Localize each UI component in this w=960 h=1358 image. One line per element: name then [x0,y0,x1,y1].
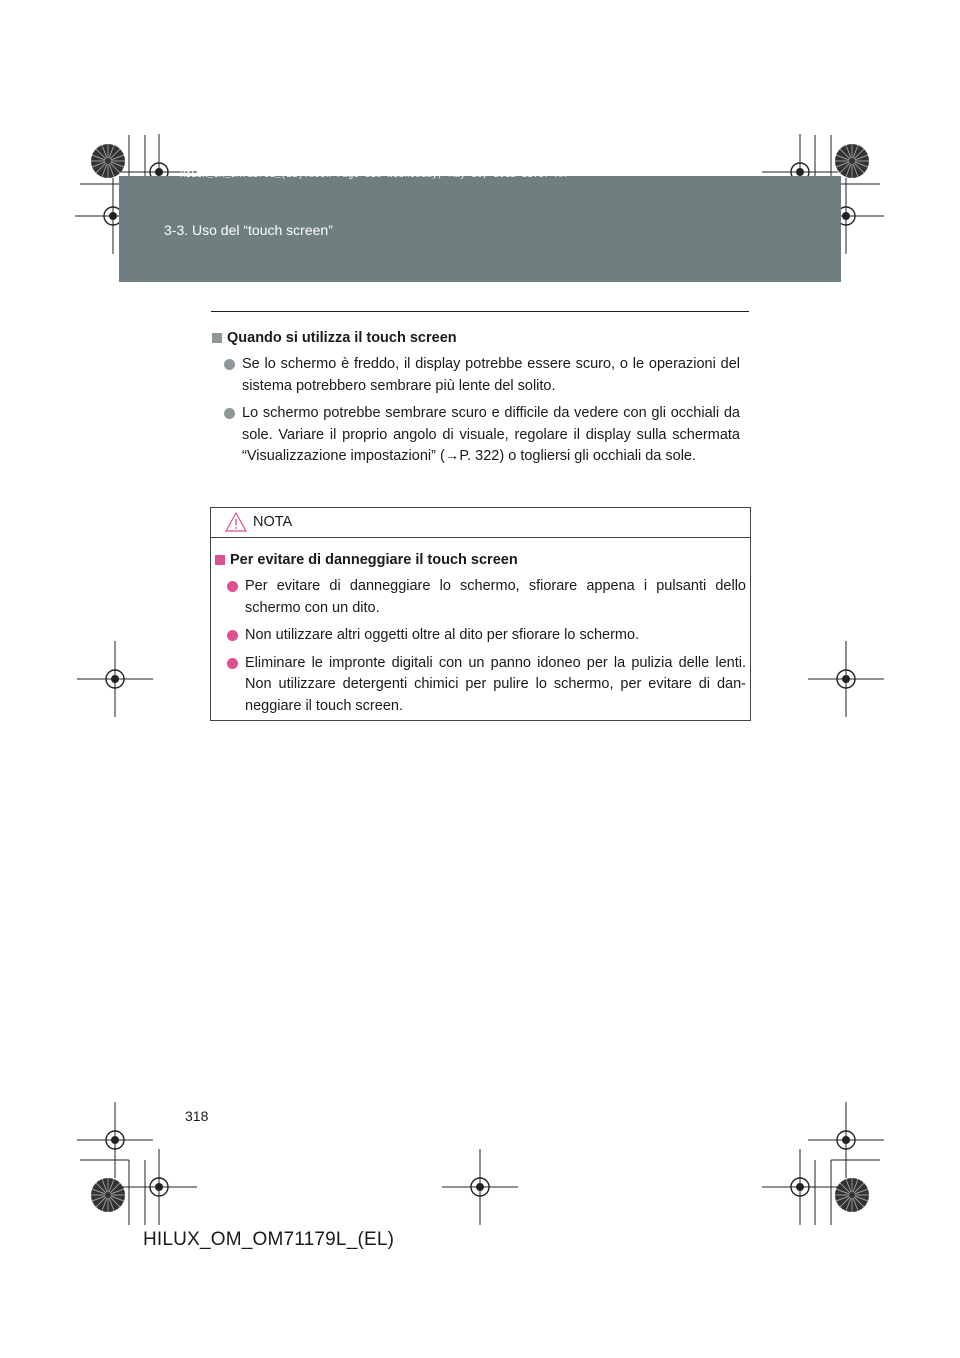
circle-bullet-icon [224,359,235,370]
list-item [215,653,746,718]
square-bullet-icon [212,333,222,343]
list-item [215,625,746,647]
info-section [212,328,740,468]
divider [211,311,749,312]
warning-triangle-icon [225,512,247,532]
nota-title: NOTA [253,514,293,530]
info-heading [212,328,740,348]
section-title: 3-3. Uso del “touch screen” [164,222,333,238]
info-heading-text: Quando si utilizza il touch screen [227,330,457,346]
circle-bullet-icon [227,630,238,641]
list-item [215,576,746,619]
list-item [212,354,740,397]
square-bullet-icon [215,555,225,565]
list-item-text: Lo schermo potrebbe sembrare scuro e difficile da vedere con gli occhiali da sole. Variare il proprio angolo di visuale, regolare il display sulla schermata “Visualizzazione impostazioni” (→P. 322) o togliersi gli occhiali da sole. [242,405,740,464]
nota-box [210,507,751,721]
nota-body [211,538,750,717]
file-stamp: HILUX_OM_OM71179L_(EL).book Page 318 Wednesday, May 16, 2012 11:37 AM [180,170,567,180]
nota-list [215,576,746,717]
list-item-text: Se lo schermo è freddo, il display potrebbe essere scuro, o le operazioni del sistema potrebbero sembrare più lente del solito. [242,356,740,394]
nota-header [211,508,750,538]
info-list [212,354,740,468]
list-item-text: Eliminare le impronte digitali con un panno idoneo per la pulizia delle lenti. Non utilizzare detergenti chimici per pulire lo schermo, per evitare di dan-neggiare il touch screen. [245,654,746,714]
circle-bullet-icon [224,408,235,419]
circle-bullet-icon [227,581,238,592]
page-number: 318 [185,1108,209,1124]
list-item [212,403,740,468]
document-code: HILUX_OM_OM71179L_(EL) [143,1229,395,1250]
list-item-text: Per evitare di danneggiare lo schermo, sfiorare appena i pulsanti dello schermo con un dito. [245,578,746,616]
list-item-text: Non utilizzare altri oggetti oltre al dito per sfiorare lo schermo. [245,627,640,643]
nota-heading [215,550,746,570]
circle-bullet-icon [227,658,238,669]
nota-heading-text: Per evitare di danneggiare il touch screen [230,552,518,568]
